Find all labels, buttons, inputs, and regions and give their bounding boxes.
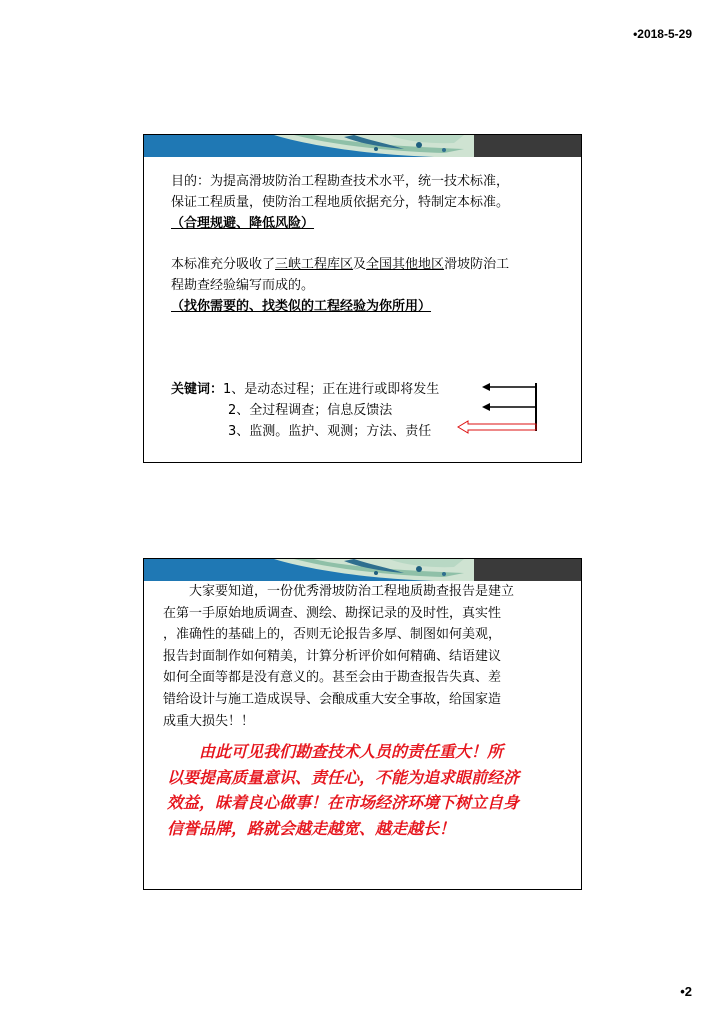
emphasis-line: 信誉品牌，路就会越走越宽、越走越长！ (167, 818, 456, 838)
paragraph-line: 错给设计与施工造成误导、会酿成重大安全事故，给国家造 (163, 691, 502, 707)
emphasis-line: 由此可见我们勘查技术人员的责任重大！所 (167, 742, 504, 761)
arrow-head-1 (482, 383, 490, 391)
source-three-gorges: 三峡工程库区 (275, 257, 354, 272)
hollow-arrow-left-red (458, 421, 536, 433)
slide-2 (143, 558, 582, 890)
paragraph-line: 在第一手原始地质调查、测绘、勘探记录的及时性，真实性 (163, 605, 502, 621)
source-prefix: 本标准充分吸收了 (171, 257, 276, 272)
paragraph-line: 报告封面制作如何精美，计算分析评价如何精确、结语建议 (163, 648, 502, 664)
source-other-regions: 全国其他地区 (366, 257, 445, 272)
purpose-line-2: 保证工程质量，使防治工程地质依据充分，特制定本标准。 (171, 195, 510, 210)
slide-header-band (144, 559, 581, 581)
source-line-2: 程勘查经验编写而成的。 (171, 278, 315, 293)
paragraph-line: 成重大损失！！ (163, 713, 255, 729)
purpose-note: （合理规避、降低风险） (171, 216, 315, 231)
source-mid: 及 (353, 257, 367, 272)
paragraph-line: 如何全面等都是没有意义的。甚至会由于勘查报告失真、差 (163, 670, 502, 686)
source-note: （找你需要的、找类似的工程经验为你所用） (171, 299, 432, 314)
keyword-item: 2、全过程调查；信息反馈法 (228, 403, 393, 418)
slide-date: •2018-5-29 (633, 27, 692, 41)
paragraph-line: 大家要知道，一份优秀滑坡防治工程地质勘查报告是建立 (163, 584, 515, 599)
paragraph-line: ，准确性的基础上的，否则无论报告多厚、制图如何美观， (163, 627, 502, 643)
arrow-head-2 (482, 403, 490, 411)
page-number: •2 (680, 984, 692, 999)
emphasis-block (167, 739, 567, 841)
purpose-line-1: 目的：为提高滑坡防治工程勘查技术水平，统一技术标准， (171, 174, 510, 189)
source-line-1 (171, 254, 571, 275)
keywords-arrows (454, 375, 554, 435)
slide-1 (143, 134, 582, 463)
source-suffix: 滑坡防治工 (444, 257, 510, 272)
keyword-item: 3、监测。监护、观测；方法、责任 (228, 424, 432, 439)
keywords-label: 关键词： (171, 382, 224, 397)
emphasis-line: 以要提高质量意识、责任心，不能为追求眼前经济 (167, 767, 520, 787)
emphasis-line: 效益，昧着良心做事！在市场经济环境下树立自身 (167, 793, 520, 812)
keyword-item: 1、是动态过程；正在进行或即将发生 (223, 382, 440, 397)
slide-header-band (144, 135, 581, 157)
slide-2-paragraph (163, 581, 569, 732)
slide-1-content (171, 171, 571, 317)
